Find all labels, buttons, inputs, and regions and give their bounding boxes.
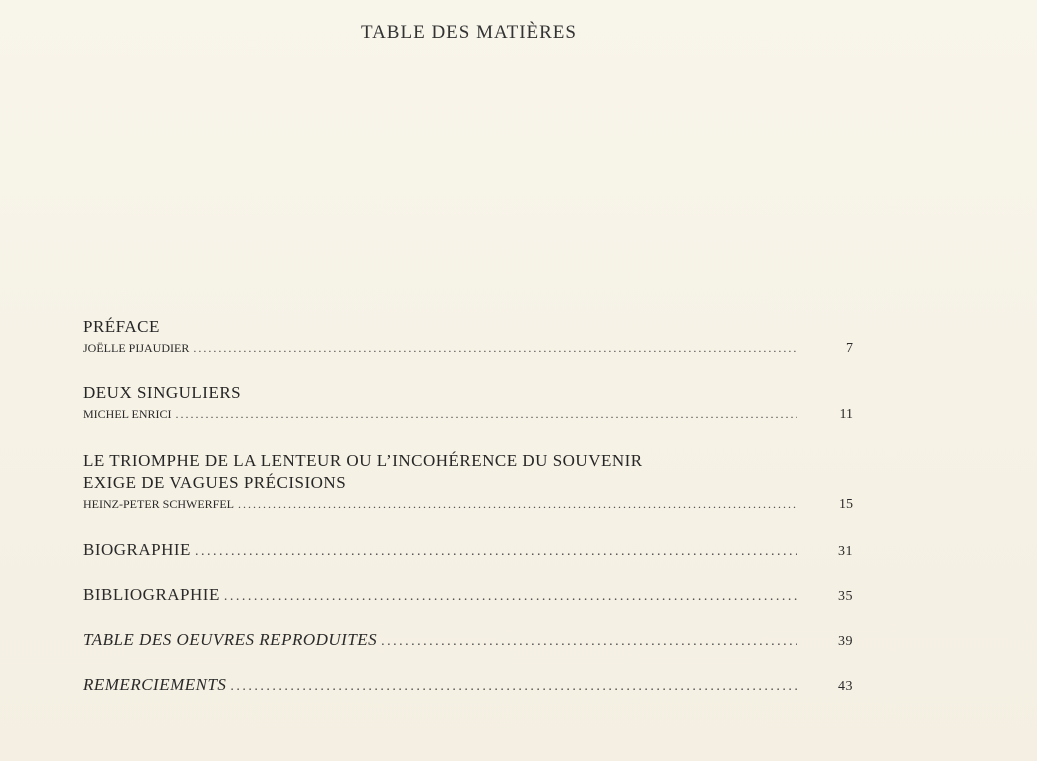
entry-row bbox=[83, 629, 853, 653]
toc-entry-triomphe bbox=[83, 450, 853, 513]
entry-page-number: 39 bbox=[838, 634, 853, 649]
entry-page-number: 15 bbox=[839, 497, 853, 512]
entry-page-number: 35 bbox=[838, 589, 853, 604]
dot-leader bbox=[193, 340, 797, 354]
entry-label: BIBLIOGRAPHIE bbox=[83, 585, 220, 604]
dot-leader bbox=[230, 676, 797, 693]
toc-entry-table-des-oeuvres bbox=[83, 629, 853, 653]
entry-heading: DEUX SINGULIERS bbox=[83, 383, 242, 402]
entry-author-row bbox=[83, 496, 853, 513]
toc-entry-biographie bbox=[83, 539, 853, 563]
entry-label: TABLE DES OEUVRES REPRODUITES bbox=[83, 630, 378, 649]
entry-page-number: 31 bbox=[838, 544, 853, 559]
entry-heading: PRÉFACE bbox=[83, 317, 160, 336]
entry-author-row bbox=[83, 340, 853, 357]
toc-entry-preface bbox=[83, 316, 853, 357]
entry-page-number: 11 bbox=[839, 407, 853, 422]
entry-author: HEINZ-PETER SCHWERFEL bbox=[83, 497, 234, 511]
dot-leader bbox=[176, 406, 797, 420]
dot-leader bbox=[224, 586, 797, 603]
toc-entry-deux-singuliers bbox=[83, 382, 853, 423]
entry-page-number: 43 bbox=[838, 679, 853, 694]
toc-entry-remerciements bbox=[83, 674, 853, 698]
dot-leader bbox=[238, 496, 797, 510]
dot-leader bbox=[195, 541, 797, 558]
entry-author: MICHEL ENRICI bbox=[83, 407, 172, 421]
entry-label: BIOGRAPHIE bbox=[83, 540, 191, 559]
entry-row bbox=[83, 674, 853, 698]
entry-heading-line-1: LE TRIOMPHE DE LA LENTEUR OU L’INCOHÉRENCE DU SOUVENIR bbox=[83, 451, 643, 470]
page-title: TABLE DES MATIÈRES bbox=[361, 22, 577, 43]
toc-entry-bibliographie bbox=[83, 584, 853, 608]
entry-author: JOËLLE PIJAUDIER bbox=[83, 341, 190, 355]
entry-row bbox=[83, 584, 853, 608]
entry-heading-line-2: EXIGE DE VAGUES PRÉCISIONS bbox=[83, 473, 347, 492]
entry-author-row bbox=[83, 406, 853, 423]
entry-page-number: 7 bbox=[846, 341, 853, 356]
entry-label: REMERCIEMENTS bbox=[83, 675, 227, 694]
dot-leader bbox=[381, 631, 797, 648]
entry-row bbox=[83, 539, 853, 563]
